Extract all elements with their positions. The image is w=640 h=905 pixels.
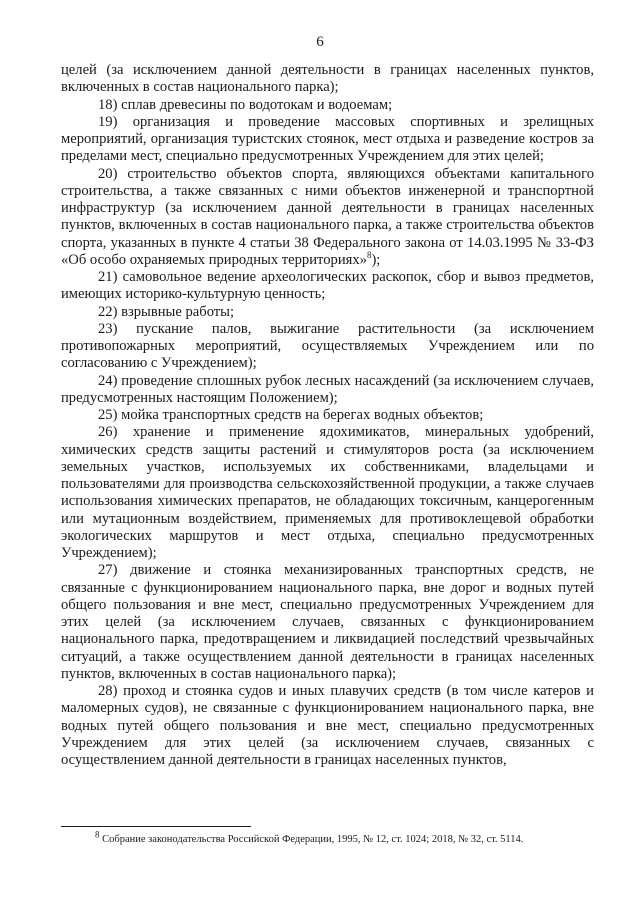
list-item-18: 18) сплав древесины по водотокам и водоемам; (98, 96, 393, 113)
list-item-19: 19) организация и проведение массовых спортивных и зрелищных мероприятий, организация туристских стоянок, мест отдыха и разведение костров за пределами мест, специально предусмотренных Учреждением для этих целей; (61, 113, 594, 165)
footnote-reference: 8 (366, 249, 372, 260)
footnote-marker: 8 (95, 829, 100, 840)
list-item-21: 21) самовольное ведение археологических раскопок, сбор и вывоз предметов, имеющих историко-культурную ценность; (61, 269, 594, 303)
list-item-20-tail: ); (371, 251, 381, 268)
list-item-22: 22) взрывные работы; (98, 303, 235, 320)
footnote-divider (61, 826, 251, 827)
list-item-25: 25) мойка транспортных средств на берегах водных объектов; (98, 407, 484, 423)
document-body (61, 62, 594, 769)
list-item-23: 23) пускание палов, выжигание растительности (за исключением противопожарных мероприятий, осуществляемых Учреждением или по согласованию с Учреждением); (61, 320, 594, 372)
footnote-text: Собрание законодательства Российской Федерации, 1995, № 12, ст. 1024; 2018, № 32, ст. 5114. (99, 834, 524, 845)
list-item-24: 24) проведение сплошных рубок лесных насаждений (за исключением случаев, предусмотренных настоящим Положением); (61, 372, 594, 406)
page-number: 6 (316, 34, 324, 50)
list-item-27: 27) движение и стоянка механизированных транспортных средств, не связанные с функционированием национального парка, вне дорог и водных путей общего пользования и вне мест, специально предусмотренных Учреждением для этих целей (за исключением случаев, связанных с функционированием национального парка, предотвращением и ликвидацией последствий чрезвычайных ситуаций, а также осуществлением данной деятельности в границах населенных пунктов, включенных в состав национального парка); (61, 562, 594, 682)
list-item-26: 26) хранение и применение ядохимикатов, минеральных удобрений, химических средств защиты растений и стимуляторов роста (за исключением земельных участков, используемых их собственниками, владельцами и пользователями для производства сельскохозяйственной продукции, а также случаев использования химических препаратов, не обладающих токсичным, канцерогенным или мутационным воздействием, применяемых для противоклещевой обработки экологических маршрутов и мест отдыха, специально предусмотренных Учреждением); (61, 424, 594, 561)
paragraph-continuation: целей (за исключением данной деятельности в границах населенных пунктов, включенных в состав национального парка); (61, 62, 594, 96)
footnote (95, 829, 524, 846)
list-item-20 (61, 166, 594, 270)
list-item-28: 28) проход и стоянка судов и иных плавучих средств (в том числе катеров и маломерных судов), не связанные с функционированием национального парка, вне водных путей общего пользования и вне мест, специально предусмотренных Учреждением для этих целей (за исключением случаев, связанных с осуществлением данной деятельности в границах населенных пунктов, (61, 683, 594, 768)
list-item-20-text: 20) строительство объектов спорта, являющихся объектами капитального строительства, а также связанных с ними объектов инженерной и транспортной инфраструктур (за исключением данной деятельности в границах населенных пунктов, включенных в состав национального парка, а также строительства объектов спорта, указанных в пункте 4 статьи 38 Федерального закона от 14.03.1995 № 33-ФЗ «Об особо охраняемых природных территориях» (61, 165, 594, 268)
